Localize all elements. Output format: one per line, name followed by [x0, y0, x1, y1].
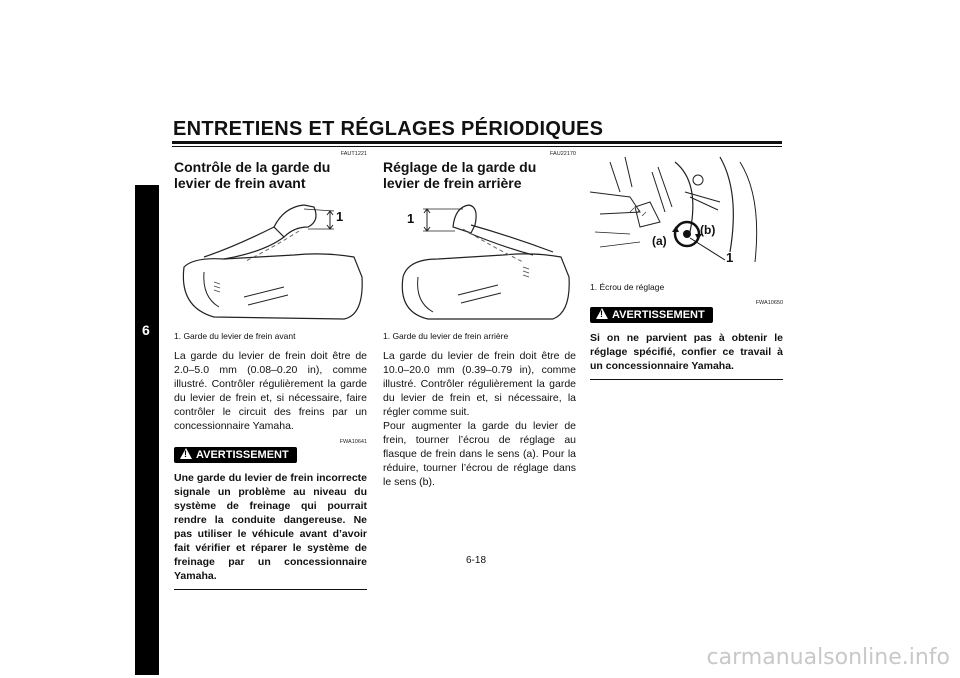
figure-label: 1: [407, 211, 415, 226]
body-text: La garde du levier de frein doit être de 10.0–20.0 mm (0.39–0.79 in), comme illustré. Contrôler régulièrement la garde du levier de frein et, si nécessaire, la régler comme suit.: [383, 350, 576, 418]
section-code: FAUT1221: [340, 151, 367, 157]
warning-text: Une garde du levier de frein incorrecte signale un problème au niveau du système de freinage qui pourrait rendre la conduite dangereuse. Ne pas utiliser le véhicule avant d’avoir fait vérifier et réparer le système de freinage par un concessionnaire Yamaha.: [174, 471, 367, 590]
warning-badge: [174, 447, 297, 463]
warning-text: Si on ne parvient pas à obtenir le réglage spécifié, confier ce travail à un concessionnaire Yamaha.: [590, 331, 783, 380]
warning-icon: [596, 308, 608, 319]
chapter-number: 6: [142, 322, 150, 338]
warning-code: FWA10650: [755, 300, 783, 306]
header-rule: [172, 141, 782, 144]
watermark: carmanualsonline.info: [706, 645, 950, 670]
figure-caption: 1. Garde du levier de frein avant: [174, 331, 296, 341]
direction-label-b: (b): [700, 223, 716, 237]
warning-code: FWA10641: [339, 439, 367, 445]
brake-adjuster-illustration: [590, 152, 783, 276]
front-lever-figure: [174, 197, 367, 329]
middle-column: [383, 151, 576, 489]
page-number: 6-18: [466, 555, 487, 566]
rear-lever-figure: [383, 197, 576, 329]
page-header-title: ENTRETIENS ET RÉGLAGES PÉRIODIQUES: [173, 118, 604, 140]
figure-label: 1: [726, 250, 734, 265]
warning-badge: [590, 307, 713, 323]
right-column: [590, 152, 783, 380]
header-rule-thin: [172, 146, 782, 147]
adjusting-nut-figure: [590, 152, 783, 276]
left-column: [174, 151, 367, 590]
figure-caption: 1. Écrou de réglage: [590, 282, 665, 292]
section-code: FAU22170: [550, 151, 576, 157]
section-title: Réglage de la garde du levier de frein arrière: [383, 159, 537, 191]
body-text-2: Pour augmenter la garde du levier de frein, tourner l’écrou de réglage au flasque de frein dans le sens (a). Pour la réduire, tourner l’écrou de réglage dans le sens (b).: [383, 420, 576, 488]
warning-label: AVERTISSEMENT: [612, 309, 705, 321]
direction-label-a: (a): [652, 234, 667, 248]
warning-label: AVERTISSEMENT: [196, 449, 289, 461]
figure-label: 1: [336, 209, 344, 224]
section-title: Contrôle de la garde du levier de frein avant: [174, 159, 331, 191]
body-text: La garde du levier de frein doit être de 2.0–5.0 mm (0.08–0.20 in), comme illustré. Contrôler régulièrement la garde du levier de frein et, si nécessaire, faire contrôler le circuit des freins par un concessionnaire Yamaha.: [174, 350, 367, 432]
chapter-tab: [135, 185, 159, 675]
warning-icon: [180, 448, 192, 459]
figure-caption: 1. Garde du levier de frein arrière: [383, 331, 509, 341]
